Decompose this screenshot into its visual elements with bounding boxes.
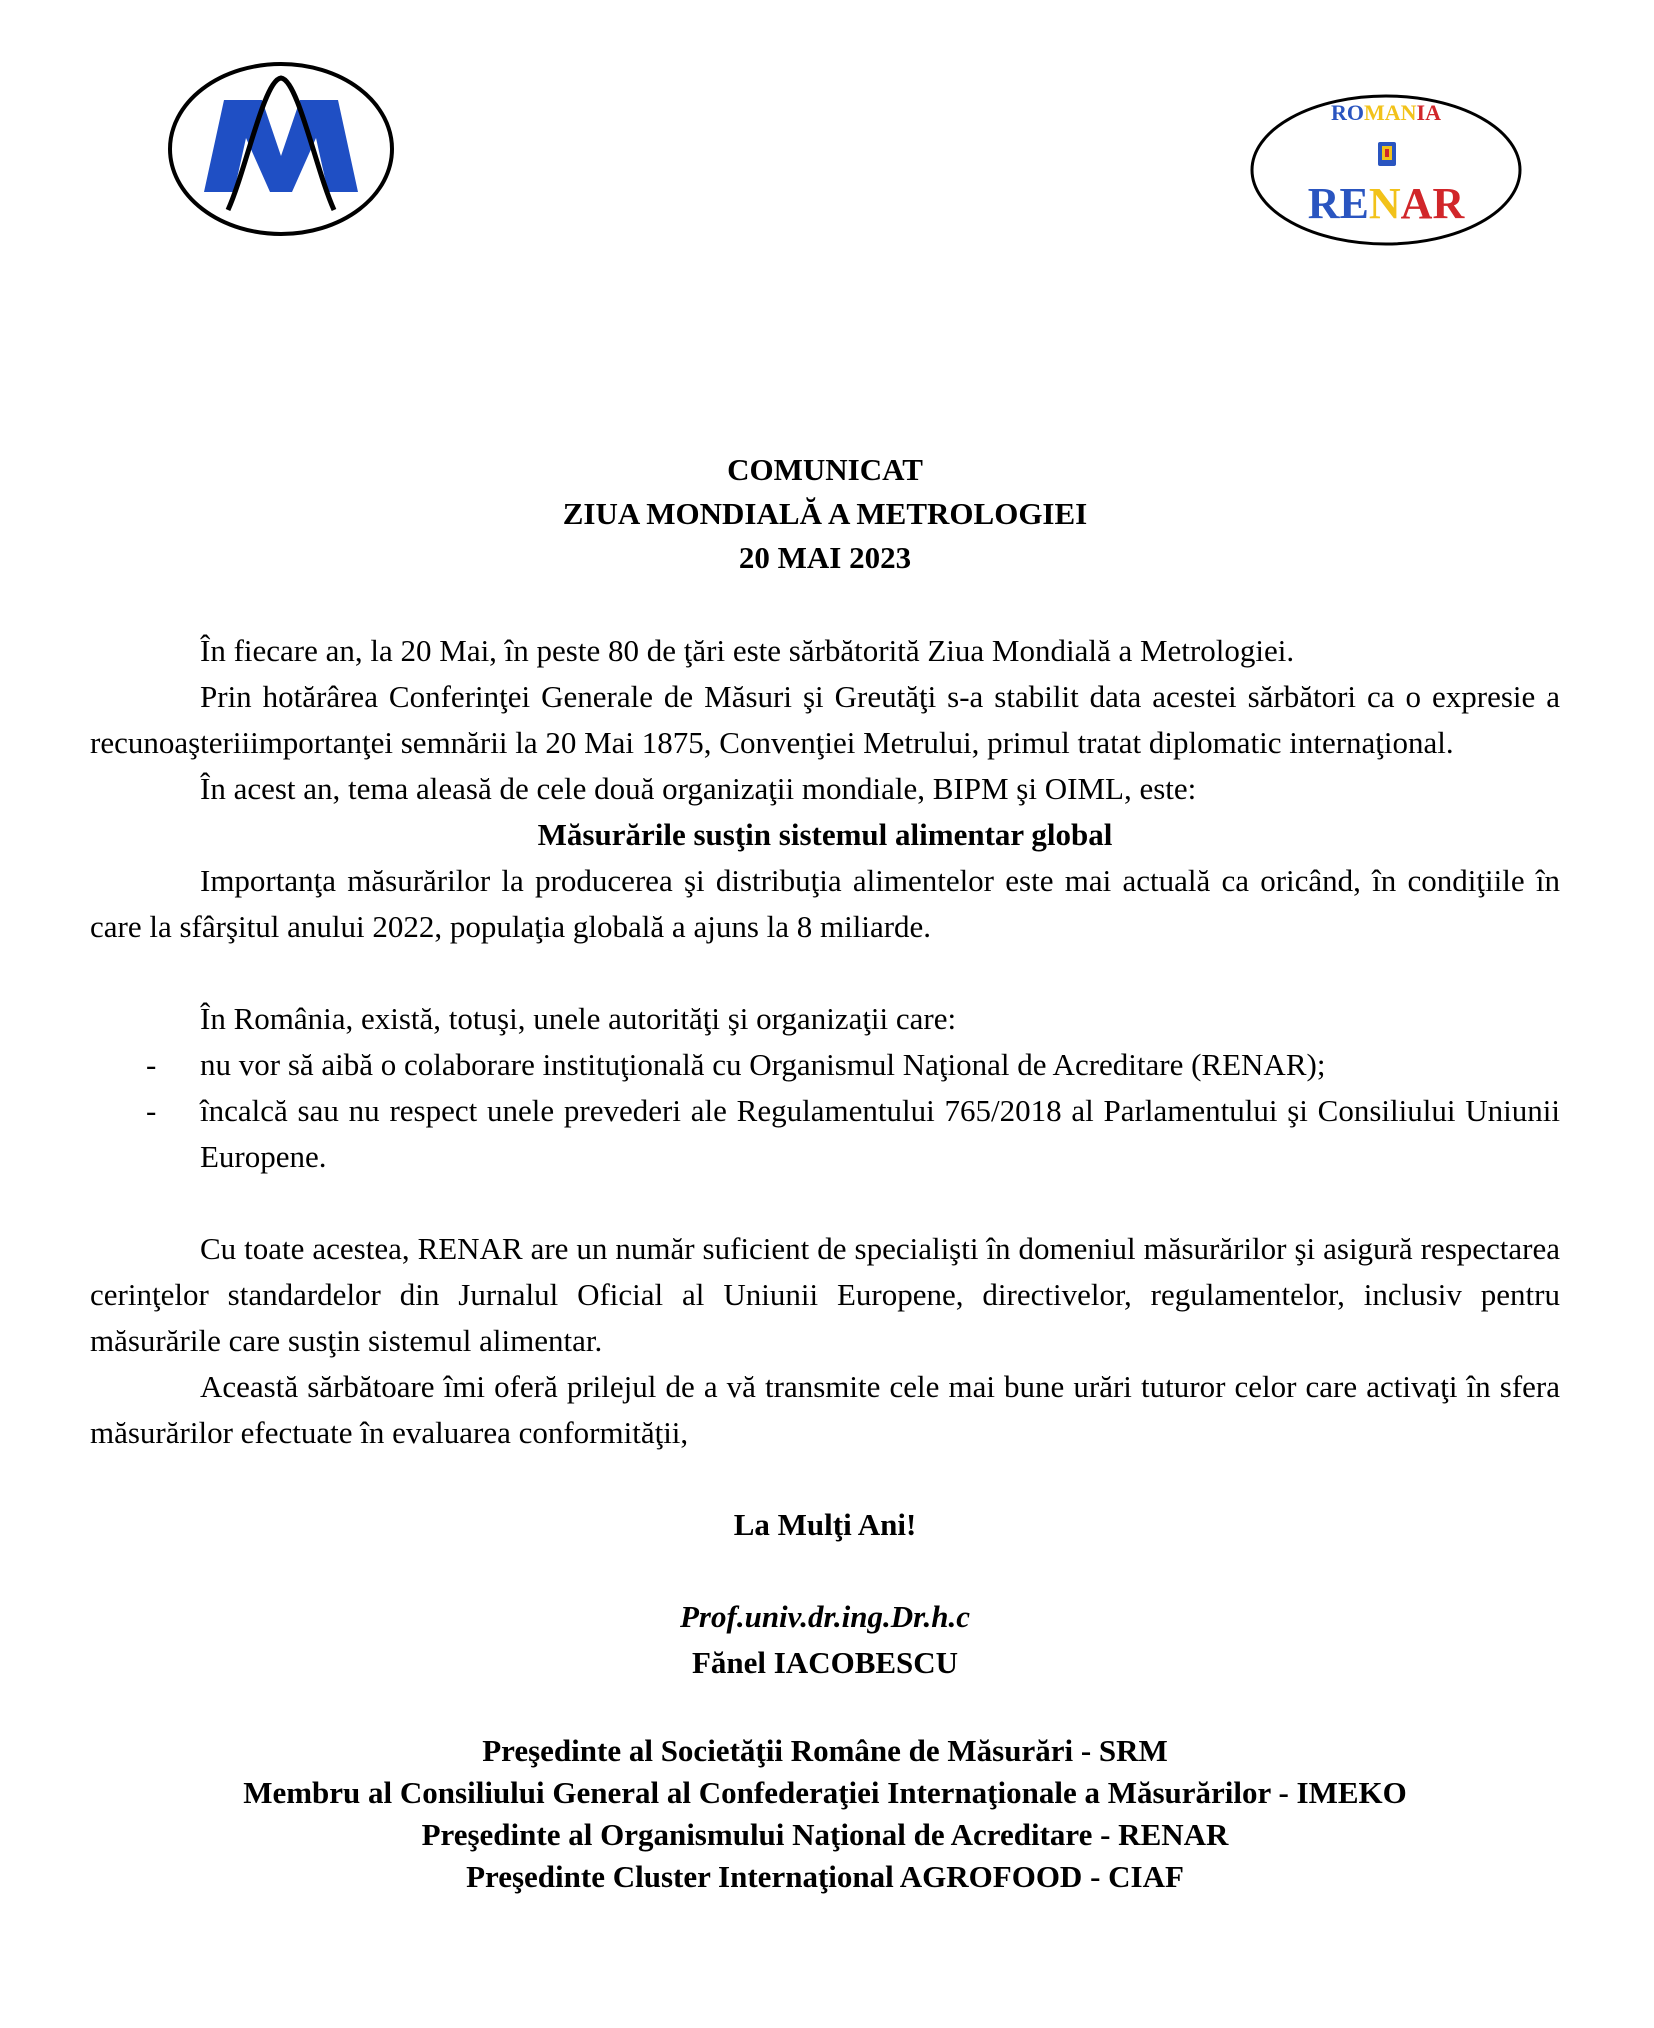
title-line-1: COMUNICAT	[727, 452, 923, 487]
svg-text:ROMANIA: ROMANIA	[1331, 100, 1441, 125]
theme-heading: Măsurările susţin sistemul alimentar global	[537, 817, 1113, 852]
title-line-2: ZIUA MONDIALĂ A METROLOGIEI	[562, 496, 1088, 531]
svg-text:RENAR: RENAR	[1307, 179, 1465, 228]
closing-greeting: La Mulţi Ani!	[733, 1507, 917, 1542]
title-line-3: 20 MAI 2023	[738, 540, 912, 575]
paragraph-5: În România, există, totuşi, unele autorităţi şi organizaţii care:	[200, 1001, 957, 1036]
paragraph-4: Importanţa măsurărilor la producerea şi distribuţia alimentelor este mai actuală ca oricând, în condiţiile în care la sfârşitul anului 2022, populaţia globală a ajuns la 8 miliarde.	[90, 863, 1560, 944]
bullet-marker: -	[146, 1047, 157, 1082]
signatory-title: Prof.univ.dr.ing.Dr.h.c	[680, 1599, 970, 1634]
document-body	[90, 448, 1560, 1898]
paragraph-2: Prin hotărârea Conferinţei Generale de Măsuri şi Greutăţi s-a stabilit data acestei sărbători ca o expresie a recunoaşteriiimportanţei semnării la 20 Mai 1875, Convenţiei Metrului, primul tratat diplomatic internaţional.	[90, 679, 1560, 760]
bullet-item	[90, 1042, 1560, 1088]
bullet-text: încalcă sau nu respect unele prevederi ale Regulamentului 765/2018 al Parlamentului şi Consiliului Uniunii Europene.	[200, 1093, 1560, 1174]
signatory-roles	[90, 1730, 1560, 1898]
role-line: Preşedinte Cluster Internaţional AGROFOOD - CIAF	[466, 1859, 1184, 1894]
paragraph-6: Cu toate acestea, RENAR are un număr suficient de specialişti în domeniul măsurărilor şi asigură respectarea cerinţelor standardelor din Jurnalul Oficial al Uniunii Europene, directivelor, regulamentelor, inclusiv pentru măsurările care susţin sistemul alimentar.	[90, 1231, 1560, 1358]
document-title	[90, 448, 1560, 580]
role-line: Membru al Consiliului General al Confederaţiei Internaţionale a Măsurărilor - IMEKO	[243, 1775, 1407, 1810]
renar-logo	[1248, 92, 1524, 248]
bullet-marker: -	[146, 1093, 157, 1128]
role-line: Preşedinte al Organismului Naţional de Acreditare - RENAR	[421, 1817, 1229, 1852]
paragraph-1: În fiecare an, la 20 Mai, în peste 80 de ţări este sărbătorită Ziua Mondială a Metrologiei.	[200, 633, 1295, 668]
closing-block	[90, 1502, 1560, 1686]
paragraph-3: În acest an, tema aleasă de cele două organizaţii mondiale, BIPM şi OIML, este:	[200, 771, 1197, 806]
bullet-item	[90, 1088, 1560, 1180]
bullet-text: nu vor să aibă o colaborare instituţională cu Organismul Naţional de Acreditare (RENAR);	[200, 1047, 1326, 1082]
bullet-list	[90, 1042, 1560, 1180]
paragraph-7: Această sărbătoare îmi oferă prilejul de a vă transmite cele mai bune urări tuturor celor care activaţi în sfera măsurărilor efectuate în evaluarea conformităţii,	[90, 1369, 1560, 1450]
role-line: Preşedinte al Societăţii Române de Măsurări - SRM	[482, 1733, 1168, 1768]
srm-logo	[166, 60, 396, 238]
signatory-name: Fănel IACOBESCU	[691, 1645, 959, 1680]
